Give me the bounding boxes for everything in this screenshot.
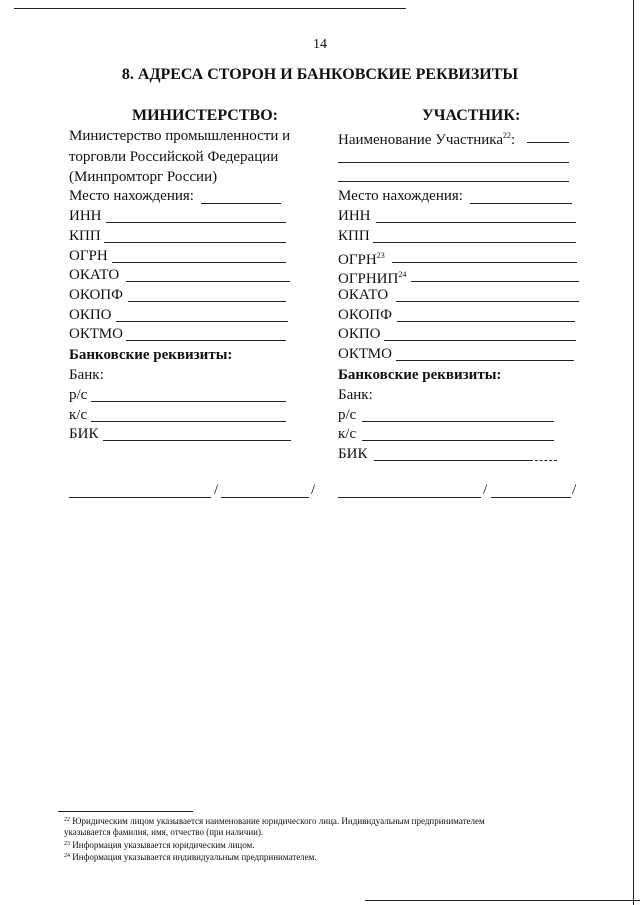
footnote-22-text: Юридическим лицом указывается наименование юридического лица. Индивидуальным предпринимателем [72, 816, 485, 826]
ministry-field-kpp: КПП [69, 228, 101, 244]
ministry-signature-slash-1: / [214, 482, 219, 498]
footnote-22-continued [64, 826, 263, 838]
participant-rs-blank[interactable] [362, 421, 554, 422]
participant-field-okopf-label: ОКОПФ [338, 307, 392, 323]
ministry-name-line-2: торговли Российской Федерации [69, 149, 279, 165]
participant-signature-blank[interactable] [338, 497, 481, 498]
ministry-ogrn-blank[interactable] [112, 262, 286, 263]
footnote-ref-23: 23 [376, 251, 385, 260]
ministry-location-label: Место нахождения: [69, 188, 194, 204]
participant-okopf-blank[interactable] [397, 321, 575, 322]
participant-heading: УЧАСТНИК: [422, 107, 521, 124]
page-number: 14 [313, 37, 327, 52]
participant-ks-blank[interactable] [362, 440, 554, 441]
participant-field-ogrnip-label: ОГРНИП [338, 271, 399, 287]
participant-name-colon: : [511, 132, 516, 148]
participant-ogrn-blank[interactable] [392, 262, 577, 263]
ministry-rs-blank[interactable] [91, 401, 286, 402]
footnote-24-number: 24 [64, 853, 70, 859]
participant-field-inn [338, 206, 371, 226]
footnote-24 [64, 850, 317, 863]
scan-edge-top [14, 8, 406, 9]
footnote-22-text-continued: указывается фамилия, имя, отчество (при наличии). [64, 827, 264, 837]
ministry-bank-label: Банк: [69, 367, 104, 383]
ministry-field-inn: ИНН [69, 208, 102, 224]
ministry-oktmo-blank[interactable] [126, 340, 286, 341]
participant-bank-label: Банк: [338, 387, 373, 403]
ministry-bank-heading: Банковские реквизиты: [69, 347, 233, 363]
ministry-bank-rs: р/с [69, 387, 88, 403]
participant-field-kpp [338, 226, 370, 246]
participant-bik-blank[interactable] [374, 460, 530, 461]
ministry-okopf-blank[interactable] [128, 301, 286, 302]
footnote-ref-22: 22 [503, 131, 512, 140]
participant-field-kpp-label: КПП [338, 228, 370, 244]
ministry-field-okpo: ОКПО [69, 307, 112, 323]
participant-location-label: Место нахождения: [338, 188, 463, 204]
footnote-24-text: Информация указывается индивидуальным предпринимателем. [72, 852, 317, 862]
scan-edge-bottom [365, 900, 640, 901]
participant-field-okato [338, 285, 388, 305]
participant-kpp-blank[interactable] [373, 242, 576, 243]
ministry-field-ogrn: ОГРН [69, 248, 108, 264]
participant-field-okato-label: ОКАТО [338, 287, 389, 303]
footnote-ref-24: 24 [398, 270, 407, 279]
footnote-22-number: 22 [64, 817, 70, 823]
ministry-bank-bik: БИК [69, 426, 99, 442]
participant-okato-blank[interactable] [396, 301, 579, 302]
ministry-signature-slash-2: / [311, 482, 316, 498]
participant-field-oktmo [338, 344, 392, 364]
participant-signature-name-blank[interactable] [491, 497, 571, 498]
ministry-heading: МИНИСТЕРСТВО: [132, 107, 278, 124]
ministry-field-okato: ОКАТО [69, 267, 120, 283]
ministry-ks-blank[interactable] [91, 421, 286, 422]
participant-bik-blank-tail [530, 460, 557, 461]
participant-bank-bik: БИК [338, 446, 368, 462]
section-title: 8. АДРЕСА СТОРОН И БАНКОВСКИЕ РЕКВИЗИТЫ [121, 66, 519, 83]
ministry-field-okopf: ОКОПФ [69, 287, 123, 303]
participant-name-blank[interactable] [527, 142, 569, 143]
ministry-signature-name-blank[interactable] [221, 497, 309, 498]
participant-inn-blank[interactable] [376, 222, 576, 223]
ministry-bank-ks: к/с [69, 407, 88, 423]
ministry-name-line-1: Министерство промышленности и [69, 128, 291, 144]
ministry-okpo-blank[interactable] [116, 321, 288, 322]
ministry-name-line-3: (Минпромторг России) [69, 169, 218, 185]
participant-name-blank-3[interactable] [338, 181, 569, 182]
participant-bank-rs: р/с [338, 407, 357, 423]
participant-bank-heading: Банковские реквизиты: [338, 367, 502, 383]
ministry-okato-blank[interactable] [126, 281, 290, 282]
participant-field-oktmo-label: ОКТМО [338, 346, 392, 362]
footnote-23-text: Информация указывается юридическим лицом. [72, 840, 255, 850]
participant-signature-slash-2: / [572, 482, 577, 498]
ministry-inn-blank[interactable] [106, 222, 286, 223]
participant-okpo-blank[interactable] [384, 340, 576, 341]
footnote-23-number: 23 [64, 841, 70, 847]
participant-field-inn-label: ИНН [338, 208, 371, 224]
scan-edge-right [633, 0, 634, 905]
ministry-signature-blank[interactable] [69, 497, 211, 498]
participant-bank-ks: к/с [338, 426, 357, 442]
participant-name-label [338, 126, 515, 150]
participant-field-okopf [338, 305, 392, 325]
participant-ogrnip-blank[interactable] [411, 281, 579, 282]
participant-field-okpo-label: ОКПО [338, 326, 381, 342]
participant-signature-slash-1: / [483, 482, 488, 498]
ministry-bik-blank[interactable] [103, 440, 291, 441]
participant-name-blank-2[interactable] [338, 162, 569, 163]
participant-field-ogrn-label: ОГРН [338, 252, 377, 268]
ministry-kpp-blank[interactable] [104, 242, 286, 243]
footnote-separator [58, 811, 193, 812]
participant-name-label-text: Наименование Участника [338, 132, 504, 148]
ministry-location-blank[interactable] [201, 203, 281, 204]
participant-field-okpo [338, 324, 381, 344]
participant-location-blank[interactable] [470, 203, 572, 204]
ministry-field-oktmo: ОКТМО [69, 326, 123, 342]
participant-oktmo-blank[interactable] [396, 360, 574, 361]
